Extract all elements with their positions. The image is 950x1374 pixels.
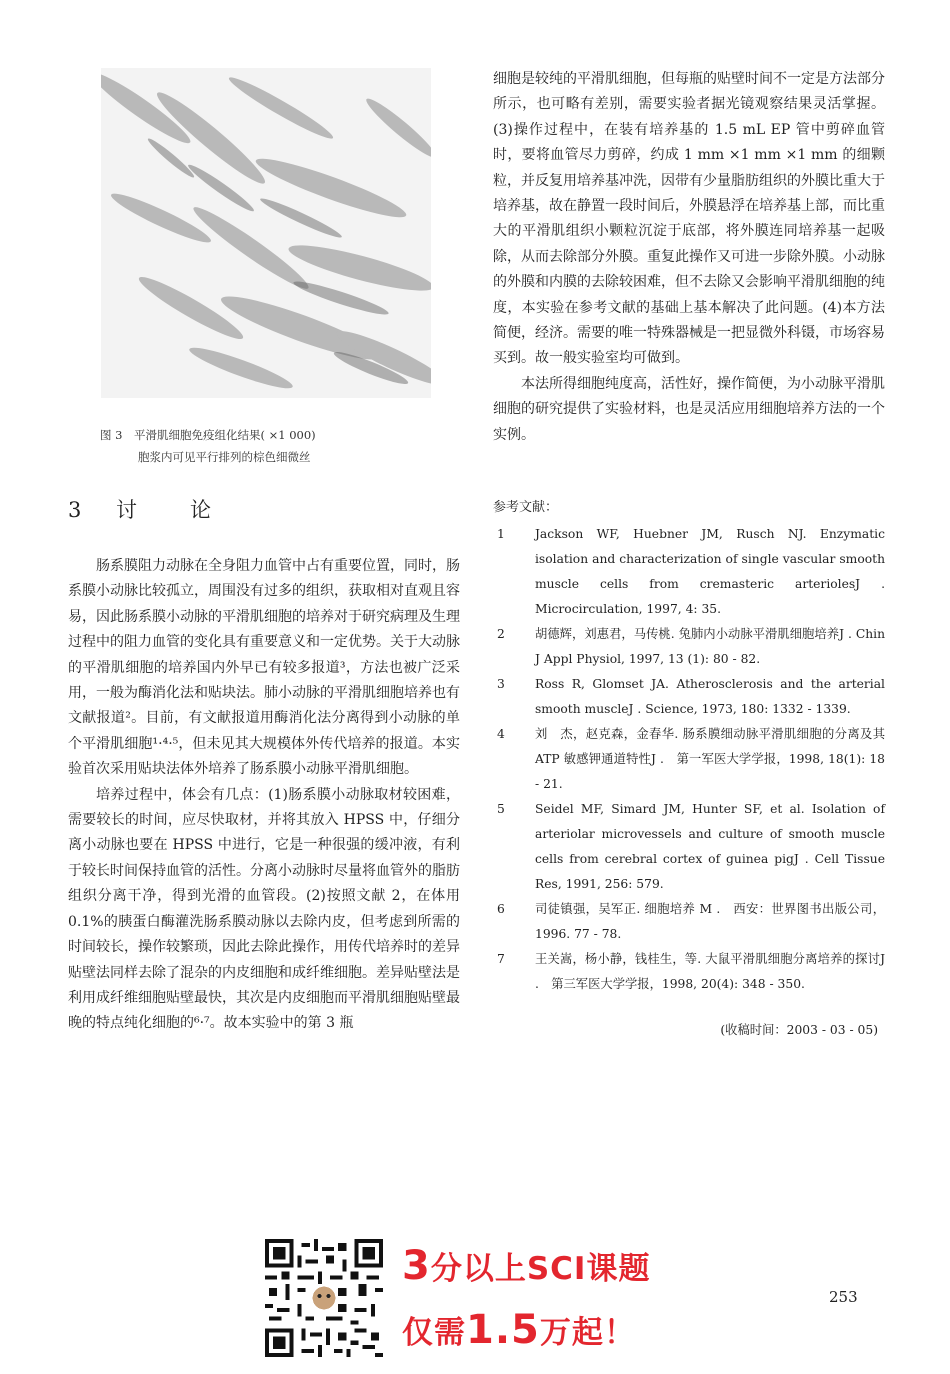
section-number: 3 bbox=[68, 498, 84, 522]
section-title-part-1: 讨 bbox=[116, 498, 139, 522]
page-number: 253 bbox=[829, 1288, 858, 1306]
section-title-part-2: 论 bbox=[190, 498, 213, 522]
caption-line-1: 图 3 平滑肌细胞免疫组化结果( ×1 000) bbox=[100, 428, 316, 442]
ad-headline[interactable] bbox=[402, 1243, 650, 1289]
section-heading bbox=[68, 494, 213, 524]
reference-item bbox=[493, 947, 885, 997]
micrograph-image bbox=[101, 68, 431, 398]
reference-number: 5 bbox=[497, 802, 505, 816]
right-column-body bbox=[493, 67, 885, 448]
reference-number: 1 bbox=[497, 527, 505, 541]
figure-caption bbox=[100, 424, 440, 468]
paragraph-continued: 细胞是较纯的平滑肌细胞，但每瓶的贴壁时间不一定是方法部分所示，也可略有差别，需要实验者据光镜观察结果灵活掌握。(3)操作过程中，在装有培养基的 1.5 mL EP 管中剪碎血管时，要将血管尽力剪碎，约成 1 mm ×1 mm ×1 mm 的细颗粒，并反复用培养基冲洗，因带有少量脂肪组织的外膜比重大于培养基，故在静置一段时间后，外膜悬浮在培养基上部，而比重大的平滑肌组织小颗粒沉淀于底部，将外膜连同培养基一起吸除，从而去除部分外膜。重复此操作又可进一步除外膜。小动脉的外膜和内膜的去除较困难，但不去除又会影响平滑肌细胞的纯度，本实验在参考文献的基础上基本解决了此问题。(4)本方法简便，经济。需要的唯一特殊器械是一把显微外科镊，市场容易买到。故一般实验室均可做到。 bbox=[493, 71, 885, 367]
reference-text: Jackson WF, Huebner JM, Rusch NJ. Enzymatic isolation and characterization of single vascular smooth muscle cells from cremasteric arteriolesJ . Microcirculation, 1997, 4: 35. bbox=[535, 527, 885, 616]
reference-number: 7 bbox=[497, 952, 505, 966]
reference-text: 王关嵩，杨小静，钱桂生，等. 大鼠平滑肌细胞分离培养的探讨J . 第三军医大学学报，1998, 20(4): 348 - 350. bbox=[535, 952, 885, 991]
ad-headline-text: 分以上SCI课题 bbox=[430, 1251, 651, 1287]
reference-text: Ross R, Glomset JA. Atherosclerosis and the arterial smooth muscleJ . Science, 1973, 180: 1332 - 1339. bbox=[535, 677, 885, 716]
references-title: 参考文献： bbox=[493, 500, 559, 515]
ad-price-prefix: 仅需 bbox=[402, 1315, 466, 1351]
reference-item bbox=[493, 797, 885, 897]
micrograph-figure bbox=[101, 68, 431, 398]
paragraph-conclusion: 本法所得细胞纯度高，活性好，操作简便，为小动脉平滑肌细胞的研究提供了实验材料，也是灵活应用细胞培养方法的一个实例。 bbox=[493, 375, 885, 443]
paragraph-discussion-1: 肠系膜阻力动脉在全身阻力血管中占有重要位置，同时，肠系膜小动脉比较孤立，周围没有过多的组织，获取相对直观且容易，因此肠系膜小动脉的平滑肌细胞的培养对于研究病理及生理过程中的阻力血管的变化具有重要意义和一定优势。关于大动脉的平滑肌细胞的培养国内外早已有较多报道³，方法也被广泛采用，一般为酶消化法和贴块法。肺小动脉的平滑肌细胞培养也有文献报道²。目前，有文献报道用酶消化法分离得到小动脉的单个平滑肌细胞¹·⁴·⁵，但未见其大规模体外传代培养的报道。本实验首次采用贴块法体外培养了肠系膜小动脉平滑肌细胞。 bbox=[68, 558, 460, 778]
reference-number: 4 bbox=[497, 727, 505, 741]
ad-headline-number: 3 bbox=[402, 1243, 431, 1289]
reference-text: 司徒镇强，吴军正. 细胞培养 M . 西安：世界图书出版公司，1996. 77 - 78. bbox=[535, 902, 885, 941]
reference-text: Seidel MF, Simard JM, Hunter SF, et al. Isolation of arteriolar microvessels and culture of smooth muscle cells from cerebral cortex of guinea pigJ . Cell Tissue Res, 1991, 256: 579. bbox=[535, 802, 885, 891]
reference-item bbox=[493, 522, 885, 622]
caption-line-2: 胞浆内可见平行排列的棕色细微丝 bbox=[138, 450, 311, 464]
reference-text: 胡德辉，刘惠君，马传桃. 兔肺内小动脉平滑肌细胞培养J . Chin J Appl Physiol, 1997, 13 (1): 80 - 82. bbox=[535, 627, 885, 666]
reference-item bbox=[493, 672, 885, 722]
left-column-body bbox=[68, 554, 460, 1037]
paragraph-discussion-2: 培养过程中，体会有几点：(1)肠系膜小动脉取材较困难，需要较长的时间，应尽快取材，并将其放入 HPSS 中，仔细分离小动脉也要在 HPSS 中进行，它是一种很强的缓冲液，有利于较长时间保持血管的活性。分离小动脉时尽量将血管外的脂肪组织分离干净，得到光滑的血管段。(2)按照文献 2，在体用 0.1%的胰蛋白酶灌洗肠系膜动脉以去除内皮，但考虑到所需的时间较长，操作较繁琐，因此去除此操作，用传代培养时的差异贴壁法同样去除了混杂的内皮细胞和成纤维细胞。差异贴壁法是利用成纤维细胞贴壁最快，其次是内皮细胞而平滑肌细胞贴壁最晚的特点纯化细胞的⁶·⁷。故本实验中的第 3 瓶 bbox=[68, 786, 460, 1032]
ad-price-suffix: 万起！ bbox=[539, 1315, 636, 1351]
reference-item bbox=[493, 622, 885, 672]
reference-number: 2 bbox=[497, 627, 505, 641]
ad-price-number: 1.5 bbox=[466, 1307, 540, 1353]
received-date: (收稿时间：2003 - 03 - 05) bbox=[720, 1023, 878, 1037]
reference-item bbox=[493, 897, 885, 947]
qr-code-graphic bbox=[265, 1239, 383, 1357]
ad-price-line[interactable] bbox=[402, 1307, 636, 1353]
reference-number: 3 bbox=[497, 677, 505, 691]
reference-number: 6 bbox=[497, 902, 505, 916]
reference-text: 刘 杰，赵克森，金春华. 肠系膜细动脉平滑肌细胞的分离及其 ATP 敏感钾通道特性J . 第一军医大学学报，1998, 18(1): 18 - 21. bbox=[535, 727, 885, 791]
qr-code-icon[interactable] bbox=[265, 1239, 383, 1357]
reference-item bbox=[493, 722, 885, 797]
references-list bbox=[493, 522, 885, 997]
